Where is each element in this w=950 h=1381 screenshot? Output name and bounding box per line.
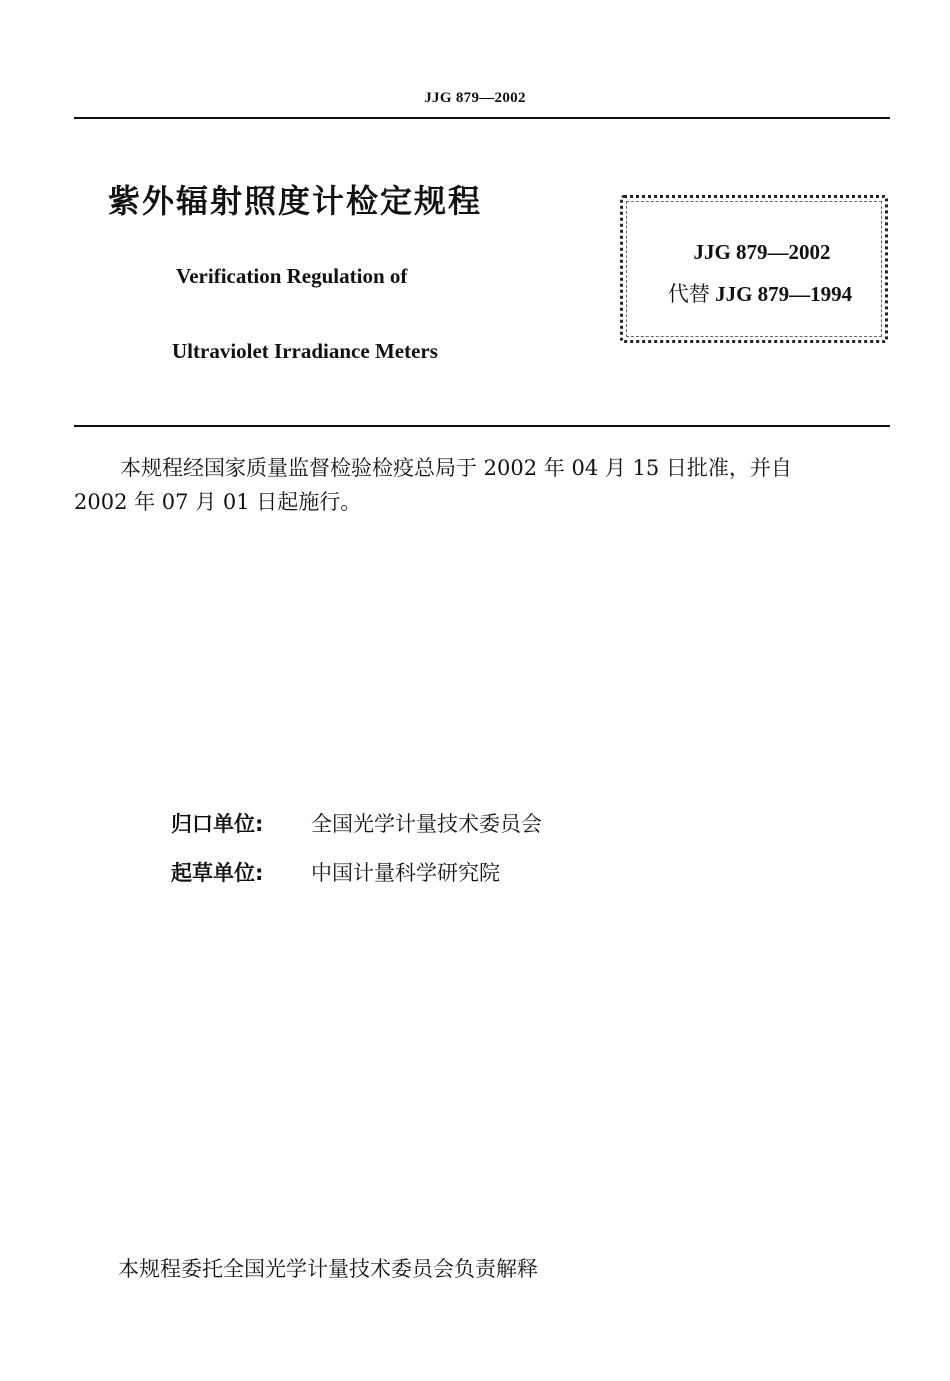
header-divider <box>74 117 890 119</box>
section-divider <box>74 425 890 427</box>
approval-statement-line2: 2002 年 07 月 01 日起施行。 <box>74 490 362 514</box>
title-english-line2: Ultraviolet Irradiance Meters <box>172 339 438 363</box>
title-english-line1: Verification Regulation of <box>176 264 408 288</box>
responsible-unit-row <box>171 808 542 838</box>
approval-statement-line1: 本规程经国家质量监督检验检疫总局于 2002 年 04 月 15 日批准，并自 <box>120 456 792 480</box>
interpretation-note: 本规程委托全国光学计量技术委员会负责解释 <box>118 1257 538 1281</box>
replaces-prefix: 代替 <box>667 282 710 306</box>
title-chinese: 紫外辐射照度计检定规程 <box>108 182 483 220</box>
current-standard-code: JJG 879—2002 <box>693 240 831 264</box>
responsible-unit-label: 归口单位: <box>171 812 264 836</box>
replaced-standard-code <box>629 278 891 308</box>
drafting-unit-row <box>171 857 500 887</box>
standard-code-box <box>620 195 888 343</box>
drafting-unit-label: 起草单位: <box>171 861 264 885</box>
header-code: JJG 879—2002 <box>424 90 526 106</box>
replaces-code: JJG 879—1994 <box>715 282 853 306</box>
responsible-unit-value: 全国光学计量技术委员会 <box>311 812 542 836</box>
drafting-unit-value: 中国计量科学研究院 <box>311 861 500 885</box>
